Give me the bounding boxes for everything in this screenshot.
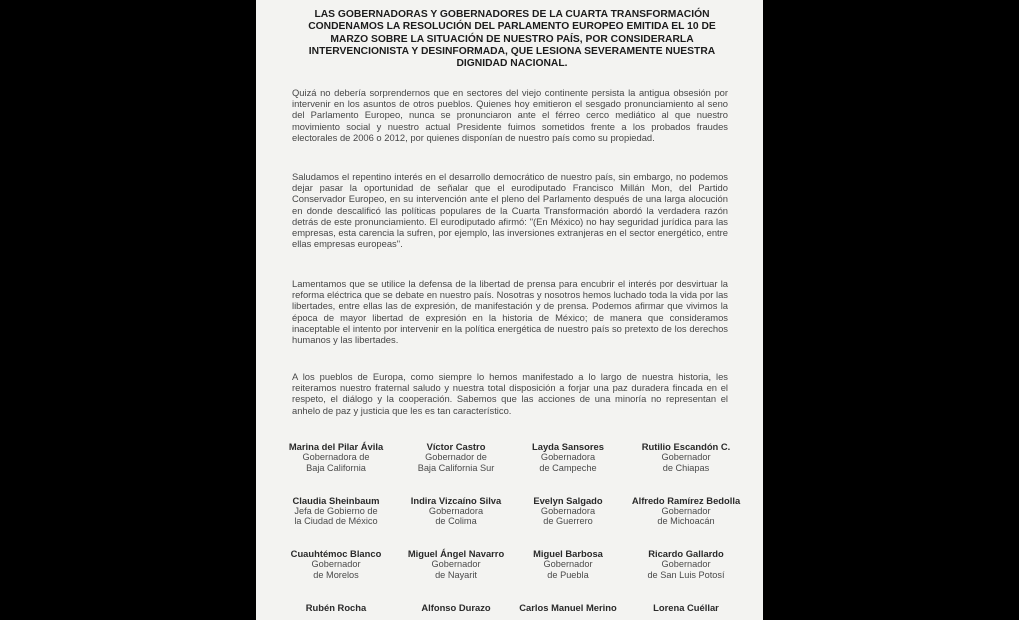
- signatory-role: Gobernadora de: [302, 452, 370, 462]
- signatory-name: Carlos Manuel Merino: [519, 601, 617, 613]
- signatory-name: Lorena Cuéllar: [653, 601, 719, 613]
- signatory: [626, 548, 746, 581]
- signatory-role: Gobernador: [661, 559, 711, 569]
- signatory-row: [276, 495, 746, 549]
- document-heading: LAS GOBERNADORAS Y GOBERNADORES DE LA CUARTA TRANSFORMACIÓN CONDENAMOS LA RESOLUCIÓN DEL PARLAMENTO EUROPEO EMITIDA EL 10 DE MARZO SOBRE LA SITUACIÓN DE NUESTRO PAÍS, POR CONSIDERARLA INTERVENCIONISTA Y DESINFORMADA, QUE LESIONA SEVERAMENTE NUESTRA DIGNIDAD NACIONAL.: [308, 9, 716, 70]
- signatory-state: Baja California: [306, 462, 366, 473]
- signatory-role: Gobernadora: [540, 505, 596, 516]
- signatory-role: Gobernador de: [425, 452, 487, 462]
- signatory: [396, 495, 516, 528]
- signatory: [276, 602, 396, 613]
- signatory: [626, 495, 746, 528]
- signatory-role: Gobernador: [311, 559, 361, 569]
- signatory-role: Gobernador: [661, 505, 711, 516]
- signatory: [396, 548, 516, 581]
- signatory-role: Jefa de Gobierno de: [294, 505, 378, 516]
- signatory-role: Gobernadora: [428, 505, 484, 516]
- signatory-state: la Ciudad de México: [294, 516, 378, 527]
- signatories-block: [276, 441, 746, 620]
- signatory-state: de Guerrero: [543, 516, 593, 527]
- signatory-name: Cuauhtémoc Blanco: [290, 548, 382, 559]
- signatory-name: Alfonso Durazo: [421, 601, 491, 613]
- signatory-name: Miguel Barbosa: [533, 548, 603, 559]
- paragraph: A los pueblos de Europa, como siempre lo hemos manifestado a lo largo de nuestra historia, les reiteramos nuestro fraternal saludo y nuestra total disposición a forjar una paz duradera fincada en el respeto, el diálogo y la cooperación. Sabemos que las acciones de una minoría no representan el anhelo de paz y justicia que les es tan característico.: [292, 371, 728, 416]
- signatory-row: [276, 441, 746, 495]
- signatory-row: [276, 602, 746, 620]
- signatory-state: de Chiapas: [662, 462, 710, 473]
- signatory: [626, 602, 746, 613]
- signatory: [508, 495, 628, 528]
- signatory: [396, 602, 516, 613]
- signatory-name: Ricardo Gallardo: [648, 548, 724, 559]
- signatory: [396, 441, 516, 474]
- signatory-state: de San Luis Potosí: [647, 569, 725, 580]
- signatory-name: Víctor Castro: [426, 441, 486, 452]
- signatory-role: Gobernador: [431, 559, 481, 569]
- signatory-state: Baja California Sur: [417, 462, 495, 473]
- signatory-role: Gobernador: [661, 452, 711, 462]
- signatory-role: Gobernadora: [540, 452, 596, 462]
- signatory-row: [276, 548, 746, 602]
- document-page: [256, 0, 763, 620]
- signatory-state: de Campeche: [539, 462, 597, 473]
- signatory-name: Rubén Rocha: [305, 601, 367, 613]
- signatory: [508, 548, 628, 581]
- signatory-state: de Colima: [435, 516, 477, 527]
- signatory: [508, 441, 628, 474]
- signatory: [626, 441, 746, 474]
- signatory-name: Marina del Pilar Ávila: [288, 441, 384, 452]
- signatory-name: Claudia Sheinbaum: [292, 494, 380, 506]
- signatory-role: Gobernador: [543, 559, 593, 569]
- signatory-state: de Michoacán: [657, 516, 715, 527]
- paragraph: Saludamos el repentino interés en el desarrollo democrático de nuestro país, sin embargo, no podemos dejar pasar la oportunidad de señalar que el eurodiputado Francisco Millán Mon, del Partido Conservador Europeo, en su intervención ante el pleno del Parlamento después de una larga alocución en donde descalificó las políticas populares de la Cuarta Transformación abordó la verdadera razón detrás de este pronunciamiento. El eurodiputado afirmó: "(En México) no hay seguridad jurídica para las empresas, esta carencia la sufren, por ejemplo, las inversiones extranjeras en el sector energético, entre ellas empresas europeas".: [292, 171, 728, 250]
- signatory-state: de Puebla: [547, 569, 589, 580]
- signatory-name: Miguel Ángel Navarro: [407, 548, 505, 559]
- paragraph: Quizá no debería sorprendernos que en sectores del viejo continente persista la antigua obsesión por intervenir en los asuntos de otros pueblos. Quienes hoy emitieron el sesgado pronunciamiento al seno del Parlamento Europeo, nunca se pronunciaron ante el férreo cerco mediático al que nuestro movimiento social y nuestro actual Presidente fuimos sometidos frente a los probados fraudes electorales de 2006 o 2012, por quienes disponían de nuestro país como su propiedad.: [292, 87, 728, 143]
- signatory: [508, 602, 628, 613]
- signatory-name: Indira Vizcaíno Silva: [410, 494, 502, 506]
- signatory-name: Layda Sansores: [532, 441, 604, 452]
- signatory-name: Evelyn Salgado: [533, 494, 603, 506]
- signatory-name: Alfredo Ramírez Bedolla: [631, 494, 741, 506]
- signatory-state: de Morelos: [313, 569, 359, 580]
- signatory: [276, 495, 396, 528]
- signatory-name: Rutilio Escandón C.: [641, 441, 731, 452]
- signatory: [276, 548, 396, 581]
- signatory-state: de Nayarit: [435, 569, 477, 580]
- paragraph: Lamentamos que se utilice la defensa de la libertad de prensa para encubrir el interés por desvirtuar la reforma eléctrica que se debate en nuestro país. Nosotras y nosotros hemos luchado toda la vida por las libertades, entre ellas las de expresión, de manifestación y de prensa. Podemos afirmar que vivimos la época de mayor libertad de expresión en la historia de México; de manera que consideramos inaceptable el intento por intervenir en la política energética de nuestro país so pretexto de los derechos humanos y las libertades.: [292, 278, 728, 346]
- signatory: [276, 441, 396, 474]
